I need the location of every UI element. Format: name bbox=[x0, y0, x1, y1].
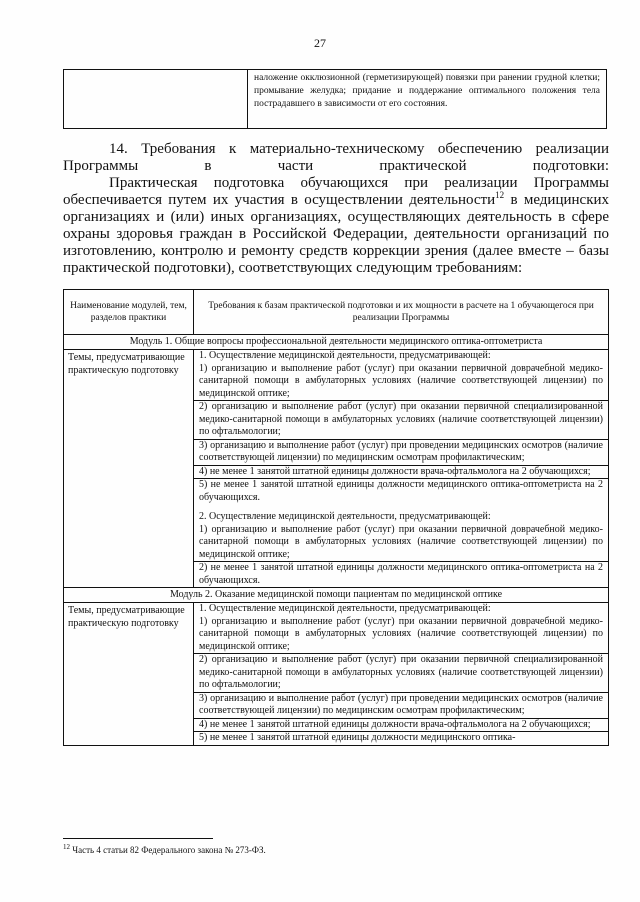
module-content-row bbox=[64, 350, 609, 588]
section-heading: 14. Требования к материально-техническому обеспечению реализации Программы в части практической подготовки: bbox=[63, 141, 609, 174]
module-2-title: Модуль 2. Оказание медицинской помощи пациентам по медицинской оптике bbox=[64, 588, 609, 603]
continuation-right-cell: наложение окклюзионной (герметизирующей) повязки при ранении грудной клетки; промывание желудка; придание и поддержание оптимального положения тела пострадавшего в зависимости от его состояния. bbox=[248, 70, 607, 129]
list-item: 3) организацию и выполнение работ (услуг) при проведении медицинских осмотров (наличие соответствующей лицензии) по медицинским осмотрам профилактическим; bbox=[194, 440, 608, 466]
module-2-topic: Темы, предусматривающие практическую подготовку bbox=[64, 603, 194, 746]
list-item: 2) не менее 1 занятой штатной единицы должности медицинского оптика-оптометриста на 2 обучающихся. bbox=[199, 562, 603, 586]
module-title-row bbox=[64, 588, 609, 603]
page-number: 27 bbox=[314, 36, 326, 50]
group-spacer bbox=[194, 504, 608, 511]
list-item: 5) не менее 1 занятой штатной единицы должности медицинского оптика- bbox=[199, 732, 516, 743]
list-item: 4) не менее 1 занятой штатной единицы должности врача-офтальмолога на 2 обучающихся; bbox=[194, 719, 608, 733]
list-item: 2) организацию и выполнение работ (услуг) при оказании первичной специализированной медико-санитарной помощи в амбулаторных условиях (наличие соответствующей лицензии) по офтальмологии; bbox=[194, 654, 608, 693]
module-1-title: Модуль 1. Общие вопросы профессиональной деятельности медицинского оптика-оптометриста bbox=[64, 335, 609, 350]
list-item: 4) не менее 1 занятой штатной единицы должности врача-офтальмолога на 2 обучающихся; bbox=[194, 466, 608, 480]
footnote-number: 12 bbox=[63, 843, 70, 851]
module-1-topic: Темы, предусматривающие практическую подготовку bbox=[64, 350, 194, 588]
module-content-row bbox=[64, 603, 609, 746]
footnote bbox=[63, 843, 266, 855]
list-item: 2) организацию и выполнение работ (услуг) при оказании первичной специализированной медико-санитарной помощи в амбулаторных условиях (наличие соответствующей лицензии) по офтальмологии; bbox=[194, 401, 608, 440]
footnote-text: Часть 4 статьи 82 Федерального закона № 273-ФЗ. bbox=[72, 845, 266, 855]
list-item: 5) не менее 1 занятой штатной единицы должности медицинского оптика-оптометриста на 2 обучающихся. bbox=[199, 479, 603, 503]
section-body-start: Практическая подготовка обучающихся при реализации Программы обеспечивается путем их участия в осуществлении деятельности bbox=[63, 175, 609, 208]
section-body bbox=[63, 175, 609, 277]
list-item: 3) организацию и выполнение работ (услуг) при проведении медицинских осмотров (наличие соответствующей лицензии) по медицинским осмотрам профилактическим; bbox=[194, 693, 608, 719]
group-heading: 1. Осуществление медицинской деятельности, предусматривающей: bbox=[199, 603, 491, 614]
continuation-left-cell bbox=[64, 70, 248, 129]
list-item: 1) организацию и выполнение работ (услуг) при оказании первичной доврачебной медико-санитарной помощи в амбулаторных условиях (наличие соответствующей лицензии) по медицинской оптике; bbox=[194, 363, 608, 402]
list-item: 1) организацию и выполнение работ (услуг) при оказании первичной доврачебной медико-санитарной помощи в амбулаторных условиях (наличие соответствующей лицензии) по медицинской оптике; bbox=[194, 524, 608, 563]
footnote-divider bbox=[63, 838, 213, 839]
table-header-row bbox=[64, 290, 609, 335]
requirements-table bbox=[63, 289, 609, 746]
continuation-table bbox=[63, 69, 607, 129]
header-requirements: Требования к базам практической подготовки и их мощности в расчете на 1 обучающегося при реализации Программы bbox=[194, 290, 609, 335]
section-body-end: в медицинских организациях и (или) иных организациях, осуществляющих деятельность в сфере охраны здоровья граждан в Российской Федерации, деятельности организаций по изготовлению, контролю и ремонту средств коррекции зрения (далее вместе – базы практической подготовки), соответствующих следующим требованиям: bbox=[63, 192, 610, 276]
module-2-requirements bbox=[194, 603, 609, 746]
group-heading: 1. Осуществление медицинской деятельности, предусматривающей: bbox=[199, 350, 491, 361]
header-modules: Наименование модулей, тем, разделов практики bbox=[64, 290, 194, 335]
footnote-reference: 12 bbox=[495, 190, 505, 200]
list-item: 1) организацию и выполнение работ (услуг) при оказании первичной доврачебной медико-санитарной помощи в амбулаторных условиях (наличие соответствующей лицензии) по медицинской оптике; bbox=[194, 616, 608, 655]
module-1-requirements bbox=[194, 350, 609, 588]
module-title-row bbox=[64, 335, 609, 350]
group-heading: 2. Осуществление медицинской деятельности, предусматривающей: bbox=[199, 511, 491, 522]
